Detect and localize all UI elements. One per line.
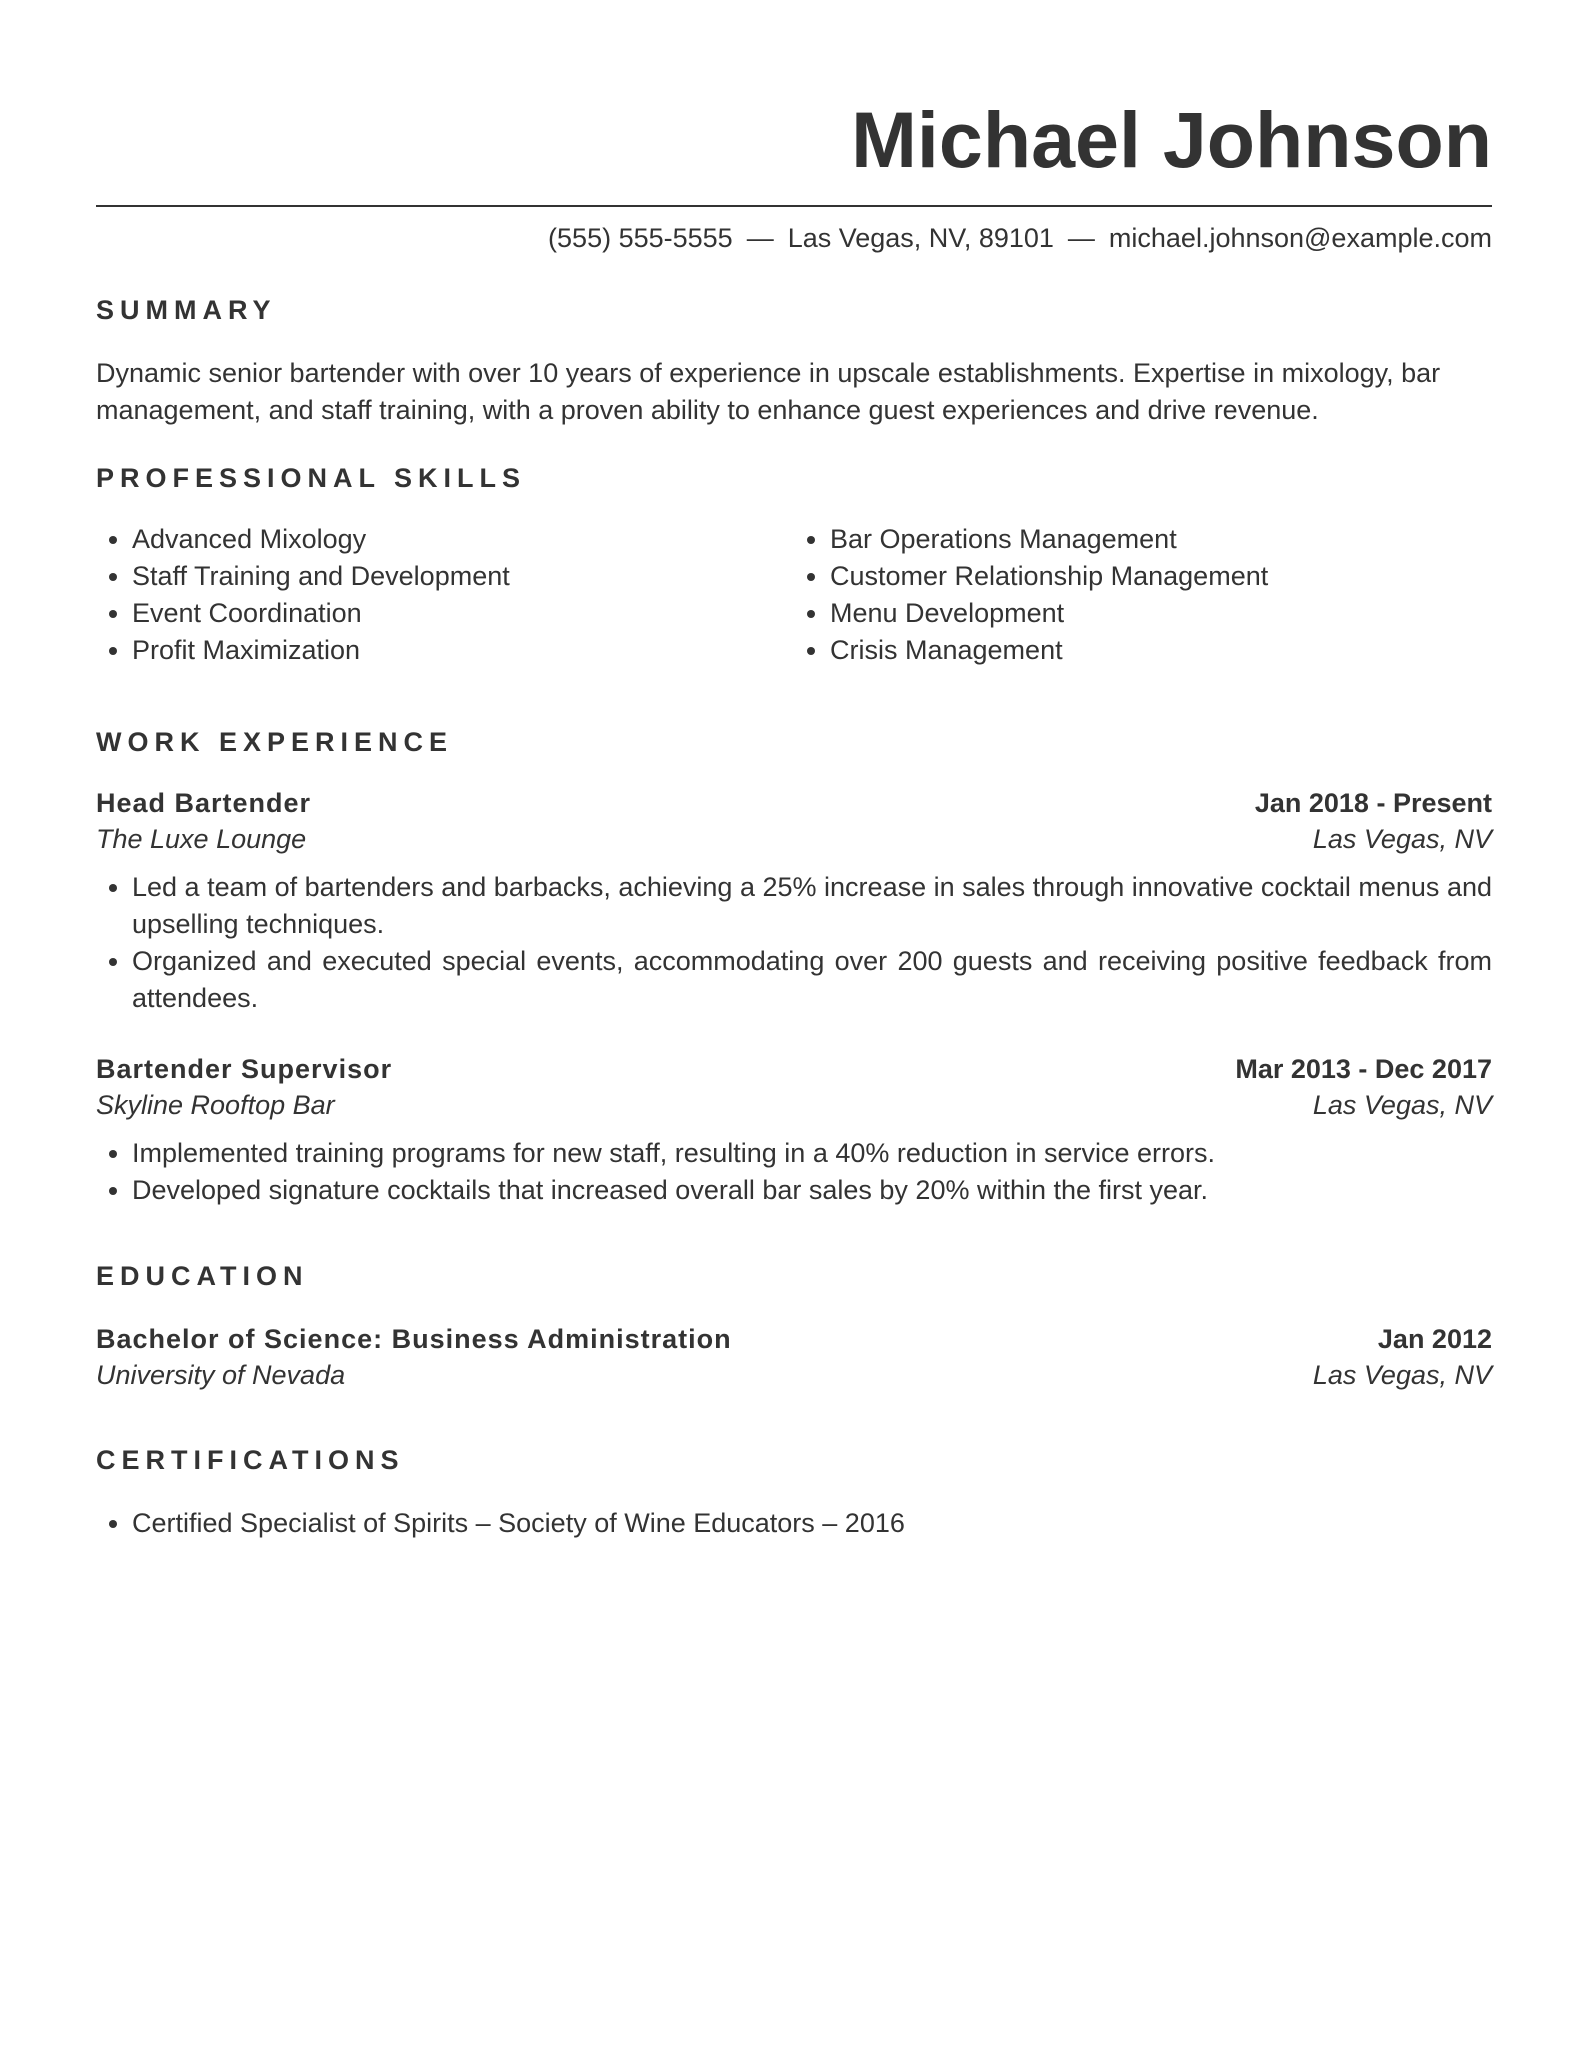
education-entry <box>96 1321 1492 1393</box>
job-subheader <box>96 821 1492 857</box>
education-header <box>96 1321 1492 1357</box>
summary-text: Dynamic senior bartender with over 10 years of experience in upscale establishments. Expertise in mixology, bar management, and staff training, with a proven ability to enhance guest experiences and drive revenue. <box>96 358 1441 425</box>
candidate-name: Michael Johnson <box>851 95 1492 184</box>
contact-location: Las Vegas, NV, 89101 <box>787 223 1054 253</box>
contact-separator: — <box>1067 223 1095 253</box>
job-bullets <box>96 1135 1492 1209</box>
job-company: The Luxe Lounge <box>96 824 307 854</box>
skill-item: • Advanced Mixology <box>132 521 794 558</box>
job-title: Bartender Supervisor <box>96 1054 393 1084</box>
skills-column-left <box>96 521 794 669</box>
skills-grid <box>96 521 1492 669</box>
education-school: University of Nevada <box>96 1360 346 1390</box>
education-subheader <box>96 1357 1492 1393</box>
education-date: Jan 2012 <box>1377 1324 1492 1354</box>
contact-phone: (555) 555-5555 <box>548 223 733 253</box>
job-bullet: • Implemented training programs for new staff, resulting in a 40% reduction in service errors. <box>132 1135 1492 1172</box>
job-dates: Jan 2018 - Present <box>1254 788 1492 818</box>
job-company: Skyline Rooftop Bar <box>96 1090 335 1120</box>
summary-heading: SUMMARY <box>96 295 277 325</box>
job-dates: Mar 2013 - Dec 2017 <box>1235 1054 1492 1084</box>
certification-item: • Certified Specialist of Spirits – Society of Wine Educators – 2016 <box>132 1505 1492 1542</box>
skill-item: • Menu Development <box>830 595 1492 632</box>
skill-item: • Bar Operations Management <box>830 521 1492 558</box>
skills-heading: PROFESSIONAL SKILLS <box>96 463 527 493</box>
job-header <box>96 1051 1492 1087</box>
job-bullet: • Led a team of bartenders and barbacks, achieving a 25% increase in sales through innovative cocktail menus and upselling techniques. <box>132 869 1492 943</box>
education-location: Las Vegas, NV <box>1312 1360 1492 1390</box>
job-subheader <box>96 1087 1492 1123</box>
certifications-heading: CERTIFICATIONS <box>96 1445 405 1475</box>
skill-item: • Event Coordination <box>132 595 794 632</box>
job-entry <box>96 785 1492 1017</box>
job-bullets <box>96 869 1492 1017</box>
education-degree: Bachelor of Science: Business Administration <box>96 1324 732 1354</box>
job-bullet: • Developed signature cocktails that increased overall bar sales by 20% within the first year. <box>132 1172 1492 1209</box>
skill-item: • Profit Maximization <box>132 632 794 669</box>
job-header <box>96 785 1492 821</box>
job-location: Las Vegas, NV <box>1312 1090 1492 1120</box>
job-location: Las Vegas, NV <box>1312 824 1492 854</box>
skill-item: • Staff Training and Development <box>132 558 794 595</box>
work-experience-heading: WORK EXPERIENCE <box>96 727 454 757</box>
contact-email: michael.johnson@example.com <box>1108 223 1492 253</box>
contact-separator: — <box>746 223 774 253</box>
contact-line <box>96 221 1492 255</box>
education-heading: EDUCATION <box>96 1261 309 1291</box>
job-bullet: • Organized and executed special events, accommodating over 200 guests and receiving positive feedback from attendees. <box>132 943 1492 1017</box>
skill-item: • Crisis Management <box>830 632 1492 669</box>
header-divider <box>96 205 1492 207</box>
certifications-list <box>96 1505 1492 1542</box>
skill-item: • Customer Relationship Management <box>830 558 1492 595</box>
skills-column-right <box>794 521 1492 669</box>
job-title: Head Bartender <box>96 788 312 818</box>
job-entry <box>96 1051 1492 1209</box>
